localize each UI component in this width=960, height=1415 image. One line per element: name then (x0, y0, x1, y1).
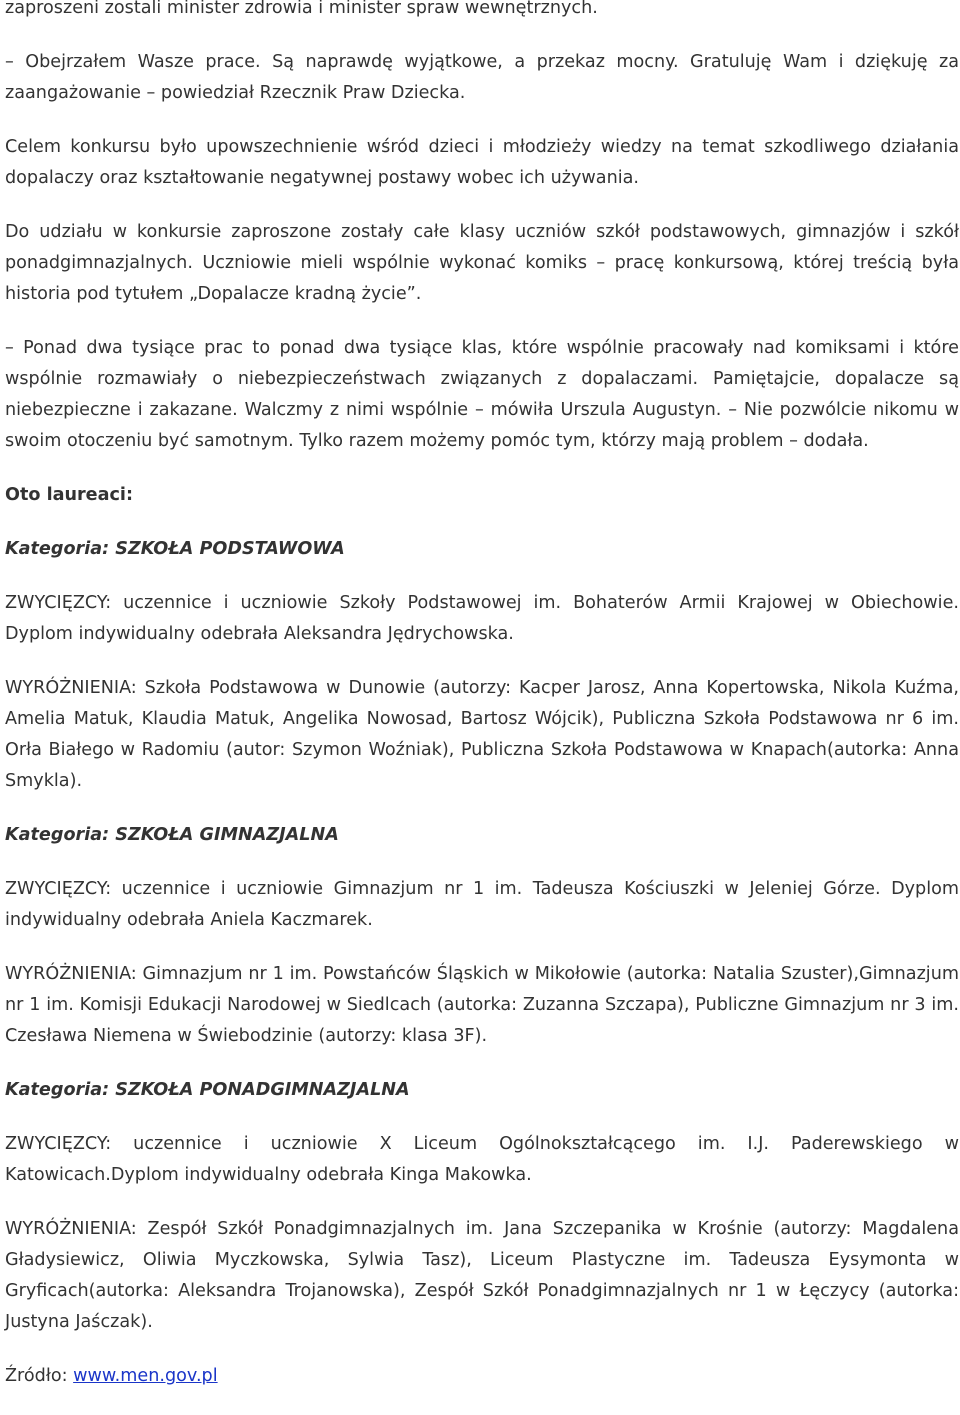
category-winners: ZWYCIĘZCY: uczennice i uczniowie Gimnazjum nr 1 im. Tadeusza Kościuszki w Jeleniej Górze. Dyplom indywidualny odebrała Aniela Kaczmarek. (5, 879, 959, 930)
paragraph-contest-goal: Celem konkursu było upowszechnienie wśród dzieci i młodzieży wiedzy na temat szkodliwego działania dopalaczy oraz kształtowanie negatywnej postawy wobec ich używania. (5, 137, 959, 188)
laureates-heading: Oto laureaci: (5, 485, 133, 505)
source-line (5, 1361, 959, 1392)
category-winners: ZWYCIĘZCY: uczennice i uczniowie Szkoły Podstawowej im. Bohaterów Armii Krajowej w Obiechowie. Dyplom indywidualny odebrała Aleksandra Jędrychowska. (5, 593, 959, 644)
source-link[interactable]: www.men.gov.pl (73, 1366, 218, 1386)
category-middle-school (5, 820, 959, 1052)
source-label: Źródło: (5, 1366, 74, 1386)
category-distinctions: WYRÓŻNIENIA: Zespół Szkół Ponadgimnazjalnych im. Jana Szczepanika w Krośnie (autorzy: Magdalena Gładysiewicz, Oliwia Myczkowska, Sylwia Tasz), Liceum Plastyczne im. Tadeusza Eysymonta w Gryficach(autorka: Aleksandra Trojanowska), Zespół Szkół Ponadgimnazjalnych nr 1 w Łęczycy (autorka: Justyna Jaśczak). (5, 1219, 959, 1332)
category-heading: Kategoria: SZKOŁA PODSTAWOWA (5, 539, 345, 559)
paragraph-contest-participation: Do udziału w konkursie zaproszone zostały całe klasy uczniów szkół podstawowych, gimnazjów i szkół ponadgimnazjalnych. Uczniowie mieli wspólnie wykonać komiks – pracę konkursową, której treścią była historia pod tytułem „Dopalacze kradną życie”. (5, 222, 959, 304)
category-high-school (5, 1075, 959, 1338)
paragraph-intro-end: zaproszeni zostali minister zdrowia i minister spraw wewnętrznych. (5, 0, 598, 18)
paragraph-quote-augustyn: – Ponad dwa tysiące prac to ponad dwa tysiące klas, które wspólnie pracowały nad komiksami i które wspólnie rozmawiały o niebezpieczeństwach związanych z dopalaczami. Pamiętajcie, dopalacze są niebezpieczne i zakazane. Walczmy z nimi wspólnie – mówiła Urszula Augustyn. – Nie pozwólcie nikomu w swoim otoczeniu być samotnym. Tylko razem możemy pomóc tym, którzy mają problem – dodała. (5, 338, 959, 451)
category-heading: Kategoria: SZKOŁA GIMNAZJALNA (5, 825, 339, 845)
category-distinctions: WYRÓŻNIENIA: Szkoła Podstawowa w Dunowie (autorzy: Kacper Jarosz, Anna Kopertowska, Nikola Kuźma, Amelia Matuk, Klaudia Matuk, Angelika Nowosad, Bartosz Wójcik), Publiczna Szkoła Podstawowa nr 6 im. Orła Białego w Radomiu (autor: Szymon Woźniak), Publiczna Szkoła Podstawowa w Knapach(autorka: Anna Smykla). (5, 678, 959, 791)
category-winners: ZWYCIĘZCY: uczennice i uczniowie X Liceum Ogólnokształcącego im. I.J. Paderewskiego w Katowicach.Dyplom indywidualny odebrała Kinga Makowka. (5, 1134, 959, 1185)
category-distinctions: WYRÓŻNIENIA: Gimnazjum nr 1 im. Powstańców Śląskich w Mikołowie (autorka: Natalia Szuster),Gimnazjum nr 1 im. Komisji Edukacji Narodowej w Siedlcach (autorka: Zuzanna Szczapa), Publiczne Gimnazjum nr 3 im. Czesława Niemena w Świebodzinie (autorzy: klasa 3F). (5, 964, 959, 1046)
paragraph-quote-rzecznik: – Obejrzałem Wasze prace. Są naprawdę wyjątkowe, a przekaz mocny. Gratuluję Wam i dziękuję za zaangażowanie – powiedział Rzecznik Praw Dziecka. (5, 52, 959, 103)
category-heading: Kategoria: SZKOŁA PONADGIMNAZJALNA (5, 1080, 410, 1100)
category-primary-school (5, 534, 959, 797)
article-body (5, 0, 959, 1415)
